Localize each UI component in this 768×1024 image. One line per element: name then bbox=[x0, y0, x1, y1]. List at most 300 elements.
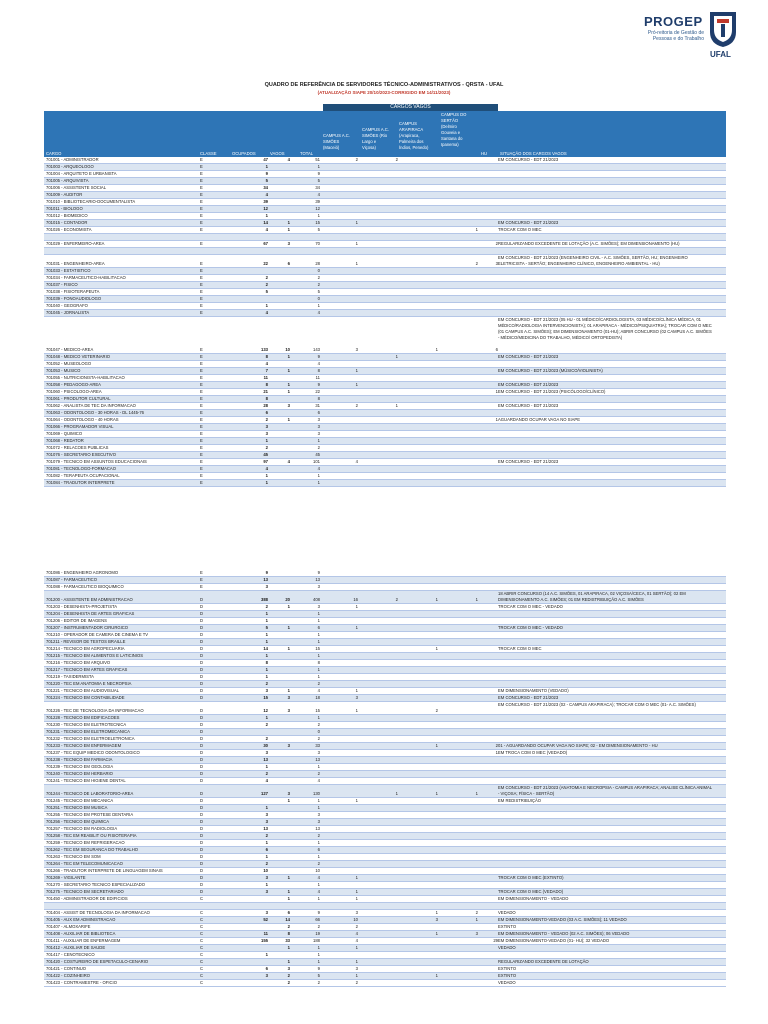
table-row bbox=[44, 917, 726, 924]
cell-cargo: 701012 - BIOMEDICO bbox=[46, 213, 88, 218]
cell-campus-arapiraca: 1 bbox=[435, 973, 438, 978]
cell-total: 1 bbox=[317, 805, 320, 810]
table-row bbox=[44, 639, 726, 646]
cell-ocupados: 8 bbox=[265, 660, 268, 665]
cell-cargo: 701063 - ODONTOLOGO - 30 HORAS - DL 1445-76 bbox=[46, 410, 144, 415]
table-row bbox=[44, 480, 726, 487]
table-row bbox=[44, 157, 726, 164]
cell-cargo: 701206 - EDITOR DE IMAGENS bbox=[46, 618, 107, 623]
cell-total: 3 bbox=[317, 819, 320, 824]
cell-campus-arapiraca: 1 bbox=[435, 931, 438, 936]
cell-situacao: EM TROCA COM O MEC (VEDADO) bbox=[498, 750, 568, 755]
table-row bbox=[44, 389, 726, 396]
cell-ocupados: 2 bbox=[265, 417, 268, 422]
table-row bbox=[44, 743, 726, 750]
cell-classe: C bbox=[200, 910, 204, 915]
cell-ocupados: 2 bbox=[265, 275, 268, 280]
cell-vagos: 2 bbox=[287, 924, 290, 929]
cell-classe: E bbox=[200, 410, 203, 415]
cell-campus-maceio: 1 bbox=[355, 261, 358, 266]
cell-cargo: 701211 - REVISOR DE TEXTOS BRAILLE bbox=[46, 639, 126, 644]
progep-wordmark: PROGEP bbox=[644, 14, 703, 29]
cell-classe: D bbox=[200, 743, 204, 748]
cell-campus-arapiraca: 2 bbox=[435, 708, 438, 713]
cell-situacao: EM CONCURSO - EDT 21/2023 bbox=[498, 403, 559, 408]
cell-vagos: 1 bbox=[287, 875, 290, 880]
cell-ocupados: 1 bbox=[265, 674, 268, 679]
cell-campus-maceio: 3 bbox=[355, 695, 358, 700]
cell-total: 15 bbox=[315, 708, 320, 713]
cell-classe: D bbox=[200, 875, 204, 880]
cell-ocupados: 4 bbox=[265, 466, 268, 471]
cell-total: 1 bbox=[317, 438, 320, 443]
cell-campus-maceio: 1 bbox=[355, 220, 358, 225]
cell-cargo: 701004 - ARQUITETO E URBANISTA bbox=[46, 171, 117, 176]
cell-classe: E bbox=[200, 570, 203, 575]
table-row bbox=[44, 275, 726, 282]
cell-classe: D bbox=[200, 791, 204, 796]
cell-cargo: 701086 - ENGENHEIRO AGRONOMO bbox=[46, 570, 119, 575]
table-row bbox=[44, 861, 726, 868]
cell-total: 1 bbox=[317, 632, 320, 637]
cell-total: 2 bbox=[317, 924, 320, 929]
cell-ocupados: 1 bbox=[265, 213, 268, 218]
cell-cargo: 701216 - TECNICO EM ARQUIVO bbox=[46, 660, 111, 665]
cell-cargo: 701026 - ECONOMISTA bbox=[46, 227, 92, 232]
cell-classe: E bbox=[200, 403, 203, 408]
cell-ocupados: 22 bbox=[263, 261, 268, 266]
cell-cargo: 701244 - TECNICO DE LABORATORIO-AREA bbox=[46, 791, 134, 796]
cell-ocupados: 6 bbox=[265, 966, 268, 971]
cell-total: 1 bbox=[317, 840, 320, 845]
cell-classe: E bbox=[200, 375, 203, 380]
cell-classe: D bbox=[200, 833, 204, 838]
cell-total: 5 bbox=[317, 973, 320, 978]
cell-ocupados: 5 bbox=[265, 625, 268, 630]
cell-cargo: 701404 - ASSIST DE TECNOLOGIA DA INFORMACAO bbox=[46, 910, 150, 915]
cell-total: 1 bbox=[317, 164, 320, 169]
cell-total: 9 bbox=[317, 354, 320, 359]
table-row bbox=[44, 840, 726, 847]
table-row bbox=[44, 812, 726, 819]
table-row bbox=[44, 973, 726, 980]
cell-total: 1 bbox=[317, 303, 320, 308]
cell-total: 9 bbox=[317, 966, 320, 971]
table-row bbox=[44, 431, 726, 438]
cell-classe: E bbox=[200, 466, 203, 471]
cell-campus-rio-largo: 1 bbox=[395, 354, 398, 359]
cell-cargo: 701263 - TECNICO EM SOM bbox=[46, 854, 101, 859]
table-row bbox=[44, 931, 726, 938]
cell-ocupados: 13 bbox=[263, 757, 268, 762]
table-row bbox=[44, 681, 726, 688]
cell-ocupados: 7 bbox=[265, 368, 268, 373]
cell-cargo: 701066 - PROGRAMADOR VISUAL bbox=[46, 424, 114, 429]
cell-classe: D bbox=[200, 639, 204, 644]
cell-cargo: 701203 - DESENHISTA-PROJETISTA bbox=[46, 604, 118, 609]
table-row bbox=[44, 833, 726, 840]
table-row bbox=[44, 199, 726, 206]
table-row bbox=[44, 952, 726, 959]
cell-ocupados: 3 bbox=[265, 875, 268, 880]
cell-ocupados: 2 bbox=[265, 736, 268, 741]
table-row bbox=[44, 354, 726, 361]
cell-total: 15 bbox=[315, 646, 320, 651]
table-row bbox=[44, 289, 726, 296]
cell-cargo: 701423 - CONTRAMESTRE - OFICIO bbox=[46, 980, 117, 985]
cell-ocupados: 2 bbox=[265, 861, 268, 866]
cell-total: 1 bbox=[317, 473, 320, 478]
cell-campus-maceio: 2 bbox=[355, 157, 358, 162]
cell-ocupados: 1 bbox=[265, 618, 268, 623]
cell-total: 101 bbox=[313, 459, 320, 464]
cell-campus-maceio: 3 bbox=[355, 966, 358, 971]
cell-classe: E bbox=[200, 368, 203, 373]
cell-cargo: 701421 - CONTINUO bbox=[46, 966, 87, 971]
cell-total: 3 bbox=[317, 584, 320, 589]
cell-ocupados: 1 bbox=[265, 840, 268, 845]
cell-classe: E bbox=[200, 261, 203, 266]
cell-situacao: AGUARDANDO OCUPAR VAGA NO SIAPE bbox=[498, 417, 580, 422]
cell-cargo: 701251 - TECNICO EM MUSICA bbox=[46, 805, 108, 810]
cell-campus-maceio: 1 bbox=[355, 708, 358, 713]
cell-vagos: 3 bbox=[287, 708, 290, 713]
cell-classe: D bbox=[200, 812, 204, 817]
cell-cargo: 701015 - CONTADOR bbox=[46, 220, 88, 225]
cell-cargo: 701003 - ARQUEOLOGO bbox=[46, 164, 94, 169]
cell-total: 4 bbox=[317, 889, 320, 894]
cell-situacao: EM DIMENSIONAMENTO (VEDADO) bbox=[498, 688, 569, 693]
cell-classe: E bbox=[200, 424, 203, 429]
header-classe: CLASSE bbox=[200, 151, 217, 156]
cell-total: 70 bbox=[315, 241, 320, 246]
table-row bbox=[44, 268, 726, 275]
cell-total: 2 bbox=[317, 681, 320, 686]
cell-situacao: EM CONCURSO - EDT 21/2023 bbox=[498, 459, 559, 464]
cell-classe: D bbox=[200, 750, 204, 755]
cell-cargo: 701217 - TECNICO EM ARTES GRAFICAS bbox=[46, 667, 128, 672]
cell-ocupados: 97 bbox=[263, 459, 268, 464]
cell-cargo: 701031 - ENGENHEIRO-AREA bbox=[46, 261, 105, 266]
table-row bbox=[44, 368, 726, 375]
table-row bbox=[44, 847, 726, 854]
cell-vagos: 1 bbox=[287, 798, 290, 803]
ufal-crest-icon bbox=[708, 10, 738, 48]
cell-situacao: VEDADO bbox=[498, 980, 516, 985]
cell-classe: C bbox=[200, 945, 204, 950]
cell-campus-maceio: 2 bbox=[355, 403, 358, 408]
cell-campus-arapiraca: 1 bbox=[435, 347, 438, 352]
table-row bbox=[44, 805, 726, 812]
table-row bbox=[44, 889, 726, 896]
cell-classe: D bbox=[200, 771, 204, 776]
cell-total: 4 bbox=[317, 688, 320, 693]
cell-cargo: 701232 - TECNICO EM ELETROELETRONICA bbox=[46, 736, 135, 741]
cell-classe: D bbox=[200, 778, 204, 783]
cell-total: 13 bbox=[315, 757, 320, 762]
cell-total: 1 bbox=[317, 959, 320, 964]
cell-classe: E bbox=[200, 431, 203, 436]
cell-ocupados: 1 bbox=[265, 805, 268, 810]
cell-classe: E bbox=[200, 185, 203, 190]
cell-classe: E bbox=[200, 303, 203, 308]
table-row bbox=[44, 317, 726, 354]
cell-vagos: 1 bbox=[287, 896, 290, 901]
table-row bbox=[44, 185, 726, 192]
cell-classe: D bbox=[200, 798, 204, 803]
cell-campus-rio-largo: 2 bbox=[395, 597, 398, 602]
cell-ocupados: 1 bbox=[265, 480, 268, 485]
cell-total: 9 bbox=[317, 171, 320, 176]
cell-situacao: EM CONCURSO - EDT 21/2023 bbox=[498, 220, 559, 225]
cell-classe: E bbox=[200, 382, 203, 387]
cell-campus-maceio: 2 bbox=[355, 980, 358, 985]
cell-ocupados: 12 bbox=[263, 206, 268, 211]
table-row bbox=[44, 396, 726, 403]
cell-total: 51 bbox=[315, 157, 320, 162]
cell-total: 12 bbox=[315, 206, 320, 211]
cell-cargo: 701256 - TECNICO EM QUIMICA bbox=[46, 819, 109, 824]
cell-ocupados: 1 bbox=[265, 611, 268, 616]
cell-total: 9 bbox=[317, 570, 320, 575]
table-body-top bbox=[44, 157, 726, 487]
table-row bbox=[44, 452, 726, 459]
cell-total: 39 bbox=[315, 199, 320, 204]
cell-campus-rio-largo: 1 bbox=[395, 403, 398, 408]
cell-classe: E bbox=[200, 396, 203, 401]
table-row bbox=[44, 310, 726, 317]
cell-cargo: 701076 - SECRETARIO EXECUTIVO bbox=[46, 452, 116, 457]
table-row bbox=[44, 660, 726, 667]
cell-ocupados: 3 bbox=[265, 688, 268, 693]
cell-total: 10 bbox=[315, 868, 320, 873]
cell-cargo: 701088 - FARMACEUTICO BIOQUIMICO bbox=[46, 584, 124, 589]
cell-cargo: 701081 - TECNOLOGO-FORMACAO bbox=[46, 466, 116, 471]
cell-cargo: 701082 - TERAPEUTA OCUPACIONAL bbox=[46, 473, 120, 478]
table-row bbox=[44, 171, 726, 178]
cell-total: 6 bbox=[317, 847, 320, 852]
cell-cargo: 701210 - OPERADOR DE CAMERA DE CINEMA E TV bbox=[46, 632, 149, 637]
cell-cargo: 701231 - TECNICO EM ELETROMECANICA bbox=[46, 729, 130, 734]
cell-classe: D bbox=[200, 611, 204, 616]
cell-total: 13 bbox=[315, 826, 320, 831]
cell-classe: D bbox=[200, 681, 204, 686]
cell-cargo: 701001 - ADMINISTRADOR bbox=[46, 157, 99, 162]
cell-total: 1 bbox=[317, 882, 320, 887]
cell-ocupados: 6 bbox=[265, 410, 268, 415]
cell-cargo: 701255 - TECNICO EM PROTESE DENTARIA bbox=[46, 812, 134, 817]
cell-ocupados: 12 bbox=[263, 708, 268, 713]
cell-cargo: 701228 - TECNICO EM EDIFICACOES bbox=[46, 715, 120, 720]
cell-ocupados: 9 bbox=[265, 171, 268, 176]
cell-campus-sertao: 1 bbox=[475, 227, 478, 232]
cell-hu: 29 bbox=[493, 938, 498, 943]
cell-ocupados: 10 bbox=[263, 868, 268, 873]
cell-cargo: 701411 - AUXILIAR DE ENFERMAGEM bbox=[46, 938, 121, 943]
cell-vagos: 1 bbox=[287, 604, 290, 609]
cell-cargo: 701408 - AUXILIAR DE BIBLIOTECA bbox=[46, 931, 116, 936]
cell-ocupados: 3 bbox=[265, 973, 268, 978]
cell-vagos: 1 bbox=[287, 688, 290, 693]
cell-campus-arapiraca: 1 bbox=[435, 910, 438, 915]
cell-cargo: 701204 - DESENHISTA DE ARTES GRAFICAS bbox=[46, 611, 135, 616]
cell-campus-maceio: 1 bbox=[355, 959, 358, 964]
cell-ocupados: 1 bbox=[265, 854, 268, 859]
cell-vagos: 3 bbox=[287, 241, 290, 246]
cell-total: 2 bbox=[317, 722, 320, 727]
table-row bbox=[44, 695, 726, 702]
header-situacao: SITUAÇÃO DOS CARGOS VAGOS bbox=[500, 151, 567, 156]
cell-cargo: 701006 - ASSISTENTE SOCIAL bbox=[46, 185, 107, 190]
cell-vagos: 1 bbox=[287, 368, 290, 373]
cell-classe: E bbox=[200, 241, 203, 246]
cell-classe: C bbox=[200, 896, 204, 901]
cell-vagos: 1 bbox=[287, 417, 290, 422]
table-row bbox=[44, 674, 726, 681]
cell-situacao: 18 ABRIR CONCURSO (14 A.C. SIMÕES, 01 ARAPIRACA, 02 VIÇOSA/CECA, 01 SERTÃO); 02 EM DIMENSIONAMENTO A.C. SIMÕES; 01 EM REDISTRIBUIÇÃO A.C. SIMÕES bbox=[498, 591, 686, 602]
cell-vagos: 3 bbox=[287, 403, 290, 408]
cell-classe: C bbox=[200, 973, 204, 978]
table-row bbox=[44, 417, 726, 424]
cell-classe: C bbox=[200, 966, 204, 971]
cell-ocupados: 1 bbox=[265, 303, 268, 308]
cell-campus-maceio: 1 bbox=[355, 368, 358, 373]
cell-vagos: 6 bbox=[287, 261, 290, 266]
cell-total: 9 bbox=[317, 910, 320, 915]
cell-total: 143 bbox=[313, 347, 320, 352]
cell-cargo: 701270 - SECRETARIO TECNICO ESPECIALIZADO bbox=[46, 882, 145, 887]
table-row bbox=[44, 577, 726, 584]
cell-cargo: 701207 - INSTRUMENTADOR CIRURGICO bbox=[46, 625, 129, 630]
cell-ocupados: 8 bbox=[265, 382, 268, 387]
cell-total: 34 bbox=[315, 185, 320, 190]
table-row bbox=[44, 382, 726, 389]
cell-total: 45 bbox=[315, 452, 320, 457]
cell-cargo: 701064 - ODONTOLOGO - 40 HORAS bbox=[46, 417, 119, 422]
cell-total: 1 bbox=[317, 945, 320, 950]
cell-classe: E bbox=[200, 192, 203, 197]
cell-total: 15 bbox=[315, 220, 320, 225]
cell-total: 5 bbox=[317, 289, 320, 294]
cell-situacao: EM DIMENSIONAMENTO - VEDADO bbox=[498, 896, 569, 901]
cell-classe: E bbox=[200, 178, 203, 183]
cell-classe: E bbox=[200, 275, 203, 280]
table-row bbox=[44, 611, 726, 618]
cell-ocupados: 2 bbox=[265, 771, 268, 776]
header-campus-sertao: CAMPUS DO SERTÃO (Delmiro Gouveia e Santana do Ipanema) bbox=[441, 112, 467, 147]
cell-ocupados: 5 bbox=[265, 178, 268, 183]
cell-situacao: EM REDISTRIBUIÇÃO bbox=[498, 798, 542, 803]
cell-ocupados: 3 bbox=[265, 889, 268, 894]
cell-ocupados: 3 bbox=[265, 424, 268, 429]
cell-cargo: 701422 - COZINHEIRO bbox=[46, 973, 90, 978]
cell-classe: C bbox=[200, 931, 204, 936]
cell-campus-maceio: 1 bbox=[355, 875, 358, 880]
table-row bbox=[44, 667, 726, 674]
cell-classe: E bbox=[200, 282, 203, 287]
cell-campus-maceio: 10 bbox=[353, 917, 358, 922]
cell-total: 1 bbox=[317, 952, 320, 957]
cell-ocupados: 3 bbox=[265, 910, 268, 915]
cell-cargo: 701266 - TRADUTOR INTERPRETE DE LINGUAGEM SINAIS bbox=[46, 868, 163, 873]
cell-cargo: 701214 - TECNICO EM AGROPECUARIA bbox=[46, 646, 125, 651]
header-campus-rio-largo: CAMPUS A.C. SIMÕES (Rio Largo e Viçosa) bbox=[362, 127, 389, 150]
table-row bbox=[44, 192, 726, 199]
cell-total: 18 bbox=[315, 695, 320, 700]
cell-total: 4 bbox=[317, 466, 320, 471]
table-row bbox=[44, 702, 726, 715]
cell-classe: C bbox=[200, 952, 204, 957]
cell-total: 3 bbox=[317, 417, 320, 422]
cell-total: 66 bbox=[315, 917, 320, 922]
cell-cargo: 701048 - MEDICO VETERINARIO bbox=[46, 354, 110, 359]
cell-campus-rio-largo: 2 bbox=[395, 157, 398, 162]
cell-situacao: EM CONCURSO - EDT 21/2023 (ANATOMIA E NECROPSIA - CAMPUS ARAPIRACA; ANALISE CLÍNICA ANIMAL - VIÇOSA; FÍSICA - SERTÃO) bbox=[498, 785, 712, 796]
cell-situacao: EM CONCURSO - EDT 21/2023 (MÚSICO/VIOLINISTA) bbox=[498, 368, 603, 373]
cell-cargo: 701269 - VIGILANTE bbox=[46, 875, 86, 880]
cell-campus-maceio: 4 bbox=[355, 931, 358, 936]
cell-cargo: 701079 - TECNICO EM ASSUNTOS EDUCACIONAIS bbox=[46, 459, 147, 464]
cell-classe: D bbox=[200, 632, 204, 637]
cell-classe: E bbox=[200, 584, 203, 589]
cell-ocupados: 9 bbox=[265, 570, 268, 575]
cell-total: 5 bbox=[317, 227, 320, 232]
cell-total: 13 bbox=[315, 577, 320, 582]
table-row bbox=[44, 868, 726, 875]
cell-vagos: 3 bbox=[287, 966, 290, 971]
header-cargo: CARGO bbox=[46, 151, 62, 156]
cell-classe: E bbox=[200, 227, 203, 232]
table-row bbox=[44, 750, 726, 757]
cell-campus-sertao: 1 bbox=[475, 791, 478, 796]
table-row bbox=[44, 715, 726, 722]
table-row bbox=[44, 438, 726, 445]
header-campus-arapiraca: CAMPUS ARAPIRACA (Arapiraca, Palmeira dos Índios, Penedo) bbox=[399, 121, 429, 150]
table-row bbox=[44, 570, 726, 577]
table-row bbox=[44, 854, 726, 861]
table-row bbox=[44, 966, 726, 973]
cell-cargo: 701450 - ADMINISTRADOR DE EDIFICIOS bbox=[46, 896, 128, 901]
cell-ocupados: 8 bbox=[265, 354, 268, 359]
cell-classe: E bbox=[200, 452, 203, 457]
cell-ocupados: 30 bbox=[263, 743, 268, 748]
cell-classe: D bbox=[200, 868, 204, 873]
cell-hu: 6 bbox=[495, 347, 498, 352]
header-campus-maceio: CAMPUS A.C. SIMÕES (Maceió) bbox=[323, 133, 350, 150]
cell-ocupados: 4 bbox=[265, 361, 268, 366]
cell-ocupados: 1 bbox=[265, 653, 268, 658]
cell-campus-maceio: 1 bbox=[355, 241, 358, 246]
table-row bbox=[44, 729, 726, 736]
table-body-bottom bbox=[44, 570, 726, 987]
cell-vagos: 1 bbox=[287, 625, 290, 630]
table-row bbox=[44, 736, 726, 743]
cell-ocupados: 67 bbox=[263, 241, 268, 246]
cell-cargo: 701215 - TECNICO EM ALIMENTOS E LATICINIOS bbox=[46, 653, 144, 658]
cell-vagos: 1 bbox=[287, 889, 290, 894]
cell-classe: E bbox=[200, 417, 203, 422]
cell-classe: D bbox=[200, 861, 204, 866]
cell-cargo: 701262 - TEC EM SEGURANCA DO TRABALHO bbox=[46, 847, 139, 852]
cell-ocupados: 3 bbox=[265, 812, 268, 817]
cell-situacao: EM DIMENSIONAMENTO-VEDADO (03 A.C. SIMÕES); 11 VEDADO bbox=[498, 917, 627, 922]
cell-situacao: VEDADO bbox=[498, 945, 516, 950]
cell-cargo: 701087 - FARMACEUTICO bbox=[46, 577, 97, 582]
cell-situacao: 01 - AGUARDANDO OCUPAR VAGA NO SIAPE; 02 - EM DIMENSIONAMENTO - HU bbox=[498, 743, 658, 748]
table-row bbox=[44, 255, 726, 268]
cell-campus-maceio: 1 bbox=[355, 798, 358, 803]
cell-cargo: 701069 - QUIMICO bbox=[46, 431, 83, 436]
